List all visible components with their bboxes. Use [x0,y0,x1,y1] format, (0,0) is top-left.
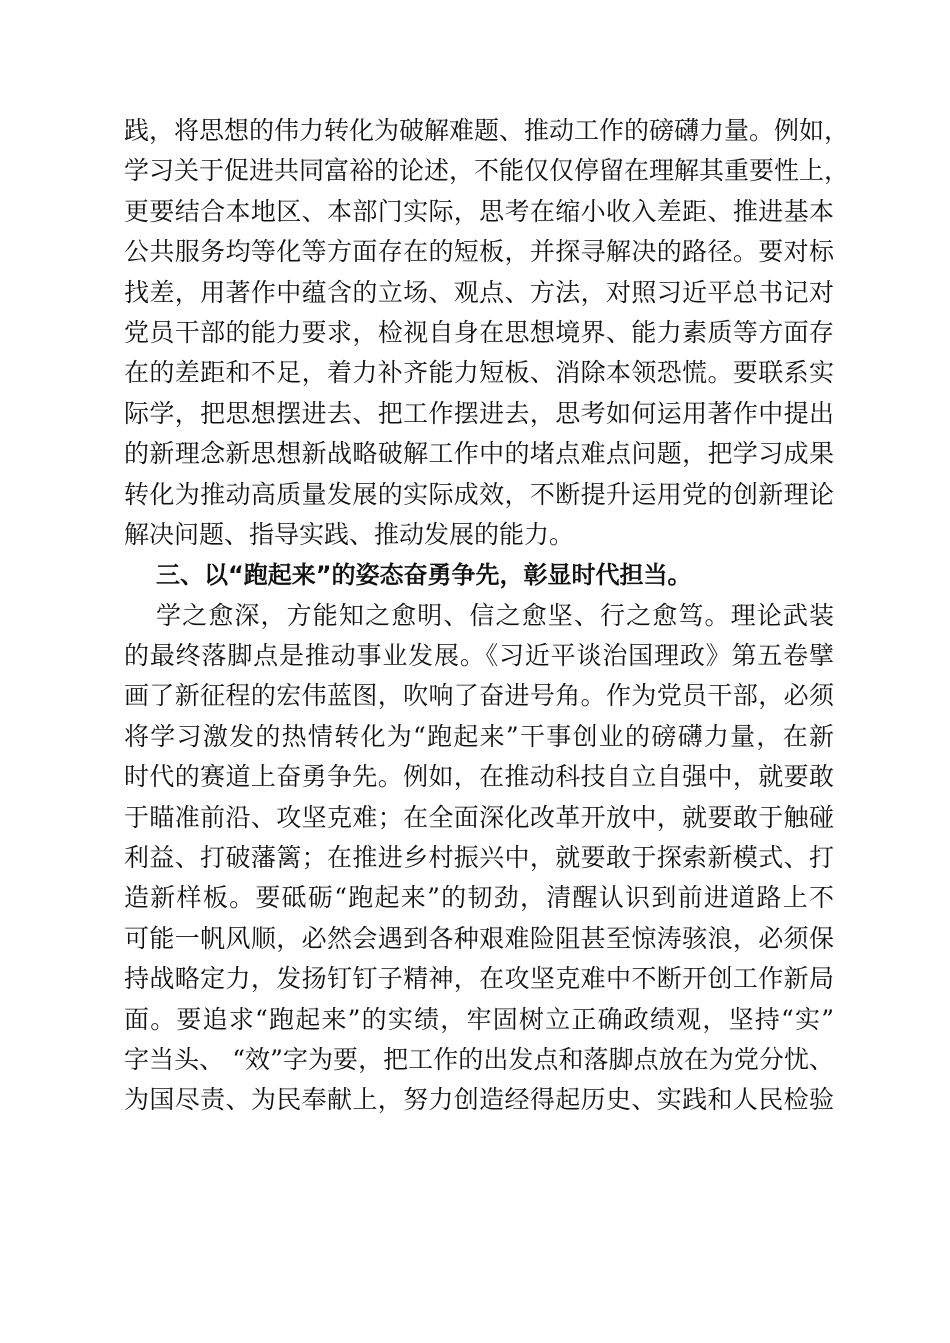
text-line: 可能一帆风顺，必然会遇到各种艰难险阻甚至惊涛骇浪，必须保 [124,923,834,953]
text-line: 画了新征程的宏伟蓝图，吹响了奋进号角。作为党员干部，必须 [124,681,834,711]
text-line: 找差，用著作中蕴含的立场、观点、方法，对照习近平总书记对 [124,277,834,307]
text-line: 于瞄准前沿、攻坚克难；在全面深化改革开放中，就要敢于触碰 [124,802,834,832]
text-line: 转化为推动高质量发展的实际成效，不断提升运用党的创新理论 [124,479,834,509]
text-line: 更要结合本地区、本部门实际，思考在缩小收入差距、推进基本 [124,196,834,226]
text-line: 的新理念新思想新战略破解工作中的堵点难点问题，把学习成果 [124,439,834,469]
text-line: 字当头、 “效”字为要，把工作的出发点和落脚点放在为党分忧、 [124,1044,834,1074]
text-line: 际学，把思想摆进去、把工作摆进去，思考如何运用著作中提出 [124,398,834,428]
text-line: 利益、打破藩篱；在推进乡村振兴中，就要敢于探索新模式、打 [124,843,834,873]
text-line: 学习关于促进共同富裕的论述，不能仅仅停留在理解其重要性上， [124,156,850,186]
section-heading: 三、以“跑起来”的姿态奋勇争先，彰显时代担当。 [156,561,692,590]
text-line: 持战略定力，发扬钉钉子精神，在攻坚克难中不断开创工作新局 [124,964,834,994]
paragraph-1 [124,111,850,555]
text-line: 的最终落脚点是推动事业发展。《习近平谈治国理政》第五卷擘 [124,641,834,671]
text-line: 解决问题、指导实践、推动发展的能力。 [124,519,575,549]
text-line: 学之愈深，方能知之愈明、信之愈坚、行之愈笃。理论武装 [156,600,834,630]
text-line: 践，将思想的伟力转化为破解难题、推动工作的磅礴力量。例如， [124,116,850,145]
text-line: 将学习激发的热情转化为“跑起来”干事创业的磅礴力量，在新 [124,721,834,751]
text-line: 在的差距和不足，着力补齐能力短板、消除本领恐慌。要联系实 [124,358,834,388]
document-page [124,111,850,1121]
text-line: 造新样板。要砥砺“跑起来”的韧劲，清醒认识到前进道路上不 [124,883,834,913]
text-line: 公共服务均等化等方面存在的短板，并探寻解决的路径。要对标 [124,237,834,267]
text-line: 面。要追求“跑起来”的实绩，牢固树立正确政绩观，坚持“实” [124,1004,834,1034]
text-line: 党员干部的能力要求，检视自身在思想境界、能力素质等方面存 [124,317,834,347]
text-line: 时代的赛道上奋勇争先。例如，在推动科技自立自强中，就要敢 [124,762,834,792]
paragraph-2 [124,596,834,1121]
text-line: 为国尽责、为民奉献上，努力创造经得起历史、实践和人民检验 [124,1085,834,1115]
